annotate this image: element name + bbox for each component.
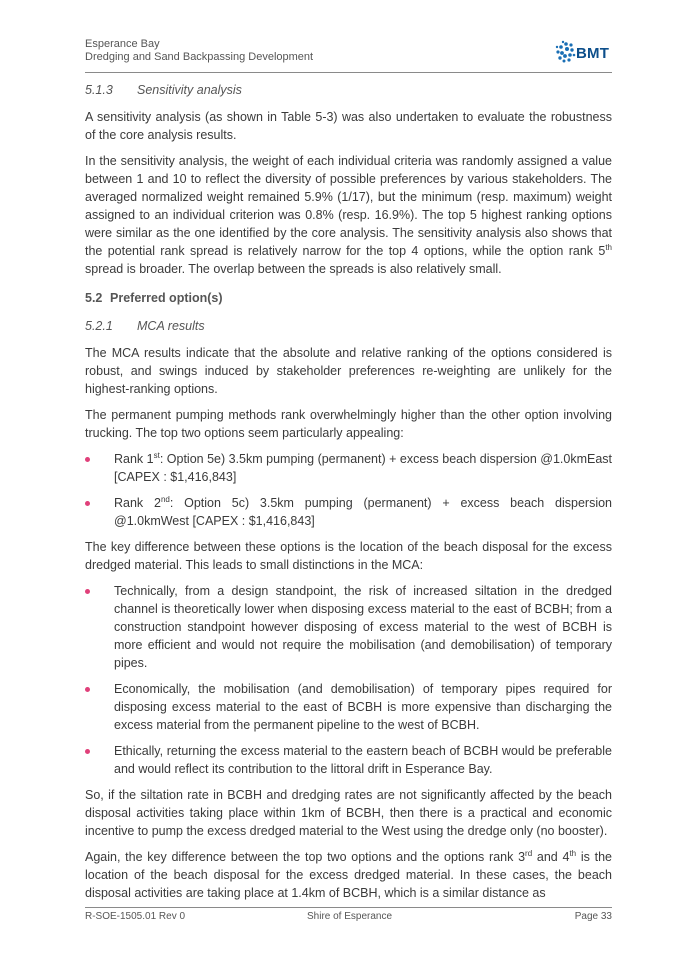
section-title: MCA results [137,319,205,333]
list-item [85,680,612,734]
list-item [85,494,612,530]
list-item-text: : Option 5c) 3.5km pumping (permanent) + excess beach dispersion @1.0kmWest [CAPEX : $1,416,843] [114,496,613,528]
superscript: nd [160,494,170,504]
section-number: 5.2 [85,291,103,305]
section-number: 5.1.3 [85,83,113,97]
paragraph: So, if the siltation rate in BCBH and dredging rates are not significantly affected by the beach disposal activities taking place within 1km of BCBH, then there is a practical and economic incentive to pump the excess dredged material to the West using the dredge only (no booster). [85,788,612,838]
list-item [85,742,612,778]
paragraph-text: and 4 [532,850,570,864]
section-title: Preferred option(s) [110,291,223,305]
header-project-name: Esperance Bay [85,38,160,50]
page-number: Page 33 [574,911,612,922]
bullet-icon [85,501,90,506]
list-item [85,582,612,672]
bullet-icon [85,687,90,692]
list-item-text: : Option 5e) 3.5km pumping (permanent) + excess beach dispersion @1.0kmEast [CAPEX : $1,416,843] [114,452,612,484]
list-item [85,450,612,486]
paragraph [85,152,612,278]
client-name: Shire of Esperance [307,911,393,922]
superscript: th [569,848,577,858]
paragraph: The permanent pumping methods rank overwhelmingly higher than the other option involving trucking. The top two options seem particularly appealing: [85,408,612,440]
section-heading-5-2 [85,290,612,306]
header-project-subtitle: Dredging and Sand Backpassing Development [85,51,314,63]
bullet-icon [85,749,90,754]
footer-divider [85,907,612,908]
paragraph: The key difference between these options is the location of the beach disposal for the excess dredged material. This leads to small distinctions in the MCA: [85,540,612,572]
section-heading-5-2-1 [85,318,612,334]
distinctions-list [85,582,612,778]
paragraph [85,848,612,902]
section-heading-5-1-3 [85,82,612,98]
bullet-icon [85,589,90,594]
list-item-text: Technically, from a design standpoint, the risk of increased siltation in the dredged channel is theoretically lower when disposing excess material to the east of BCBH; from a construction standpoint however disposing of excess material to the west of BCBH is more efficient and would not require the mobilisation (and demobilisation) of temporary pipes. [114,584,612,670]
page-header [85,38,612,64]
bullet-icon [85,457,90,462]
paragraph-text: Again, the key difference between the top two options and the options rank 3 [85,850,526,864]
superscript: rd [525,848,533,858]
list-item-text: Economically, the mobilisation (and demobilisation) of temporary pipes required for disposing excess material to the east of BCBH is more expensive than discharging the excess material from the permanent pipeline to the west of BCBH. [114,682,612,732]
list-item-text: Rank 1 [114,452,154,466]
header-divider [85,72,612,73]
paragraph: A sensitivity analysis (as shown in Table 5-3) was also undertaken to evaluate the robustness of the core analysis results. [85,110,612,142]
page-body [85,82,612,910]
superscript: st [153,450,160,460]
list-item-text: Ethically, returning the excess material to the eastern beach of BCBH would be preferable and would reflect its contribution to the littoral drift in Esperance Bay. [114,744,612,776]
section-title: Sensitivity analysis [137,83,242,97]
ranked-options-list [85,450,612,530]
document-reference: R-SOE-1505.01 Rev 0 [85,911,186,922]
paragraph-text: spread is broader. The overlap between the spreads is also relatively small. [85,262,502,276]
list-item-text: Rank 2 [114,496,161,510]
logo-text: BMT [576,45,610,62]
paragraph: The MCA results indicate that the absolute and relative ranking of the options considered is robust, and swings induced by stakeholder preferences re-weighting are unlikely for the highest-ranking options. [85,346,612,396]
section-number: 5.2.1 [85,319,113,333]
paragraph-text: is the location of the beach disposal for the excess dredged material. In these cases, the beach disposal activities are taking place at 1.4km of BCBH, which is a similar distance as [85,850,612,900]
bmt-logo [553,38,615,66]
superscript: th [605,242,612,252]
paragraph-text: In the sensitivity analysis, the weight of each individual criteria was randomly assigned a value between 1 and 10 to reflect the diversity of possible preferences by various stakeholders. The averaged normalized weight remained 5.9% (1/17), but the minimum (resp. maximum) weight assigned to an individual criterion was 0.8% (resp. 16.9%). The top 5 highest ranking options were similar as the one identified by the core analysis. The sensitivity analysis also shows that the potential rank spread is relatively narrow for the top 4 options, while the option rank 5 [85,154,612,258]
